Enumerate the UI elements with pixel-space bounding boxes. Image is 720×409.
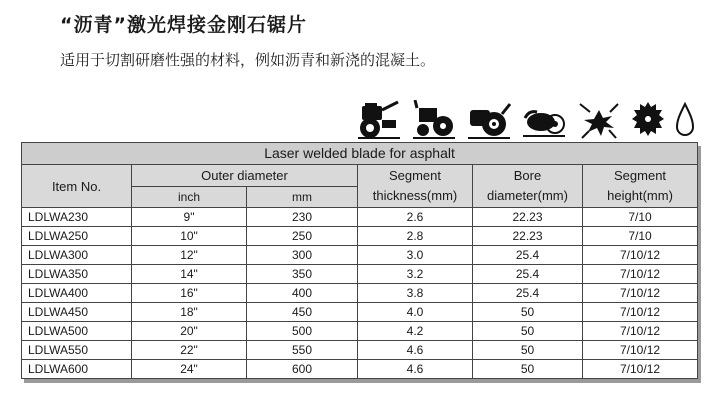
table-row	[22, 322, 698, 341]
cell-inch: 20"	[132, 322, 247, 341]
cell-item: LDLWA350	[22, 265, 132, 284]
cell-mm: 300	[247, 246, 358, 265]
cell-bore: 50	[473, 341, 583, 360]
cell-mm: 250	[247, 227, 358, 246]
cell-bore: 50	[473, 322, 583, 341]
cell-bore: 50	[473, 303, 583, 322]
cell-inch: 24"	[132, 360, 247, 379]
table-row	[22, 208, 698, 227]
cell-thickness: 4.6	[358, 341, 473, 360]
header-segment-thickness	[358, 165, 473, 208]
header-outer-diameter: Outer diameter	[132, 165, 358, 187]
header-bore-diameter	[473, 165, 583, 208]
cell-thickness: 3.8	[358, 284, 473, 303]
header-segment-thickness-line1: Segment	[388, 168, 442, 183]
cell-height: 7/10/12	[583, 303, 698, 322]
floor-saw-icon	[411, 100, 457, 140]
cell-mm: 500	[247, 322, 358, 341]
table-row	[22, 360, 698, 379]
table-row	[22, 246, 698, 265]
road-saw-icon	[466, 100, 512, 140]
header-inch: inch	[132, 187, 247, 208]
cell-inch: 22"	[132, 341, 247, 360]
cell-item: LDLWA500	[22, 322, 132, 341]
cell-height: 7/10/12	[583, 265, 698, 284]
cell-height: 7/10/12	[583, 341, 698, 360]
hand-cutter-icon	[521, 100, 567, 140]
water-drop-icon	[674, 100, 696, 140]
table-row	[22, 303, 698, 322]
table-row	[22, 265, 698, 284]
cell-mm: 550	[247, 341, 358, 360]
page-subtitle: 适用于切割研磨性强的材料，例如沥青和新浇的混凝土。	[60, 51, 436, 69]
header-segment-thickness-line2: thickness(mm)	[372, 188, 458, 203]
cell-item: LDLWA550	[22, 341, 132, 360]
cell-inch: 9"	[132, 208, 247, 227]
cell-bore: 22.23	[473, 208, 583, 227]
page-title: “沥青”激光焊接金刚石锯片	[60, 14, 307, 36]
cell-thickness: 4.6	[358, 360, 473, 379]
application-icons	[356, 96, 696, 140]
cell-item: LDLWA250	[22, 227, 132, 246]
cell-inch: 18"	[132, 303, 247, 322]
header-mm: mm	[247, 187, 358, 208]
walk-behind-saw-icon	[356, 100, 402, 140]
cell-item: LDLWA400	[22, 284, 132, 303]
cell-thickness: 3.2	[358, 265, 473, 284]
cell-thickness: 2.8	[358, 227, 473, 246]
header-bore-line2: diameter(mm)	[487, 188, 568, 203]
table-row	[22, 341, 698, 360]
cell-mm: 450	[247, 303, 358, 322]
cell-inch: 10"	[132, 227, 247, 246]
cell-mm: 600	[247, 360, 358, 379]
cell-bore: 25.4	[473, 246, 583, 265]
header-segment-height-line1: Segment	[614, 168, 667, 183]
cell-bore: 22.23	[473, 227, 583, 246]
cell-inch: 14"	[132, 265, 247, 284]
cell-height: 7/10/12	[583, 360, 698, 379]
cell-height: 7/10/12	[583, 284, 698, 303]
cell-item: LDLWA450	[22, 303, 132, 322]
cell-mm: 350	[247, 265, 358, 284]
cell-mm: 230	[247, 208, 358, 227]
header-bore-line1: Bore	[513, 168, 542, 183]
spec-table	[21, 142, 698, 379]
header-item-no: Item No.	[22, 165, 132, 208]
cell-height: 7/10	[583, 208, 698, 227]
cell-mm: 400	[247, 284, 358, 303]
header-segment-height-line2: height(mm)	[607, 188, 673, 203]
blade-icon	[631, 100, 665, 140]
cell-thickness: 4.0	[358, 303, 473, 322]
cell-height: 7/10	[583, 227, 698, 246]
sparks-icon	[576, 100, 622, 140]
header-segment-height	[583, 165, 698, 208]
cell-thickness: 2.6	[358, 208, 473, 227]
table-row	[22, 227, 698, 246]
cell-bore: 25.4	[473, 265, 583, 284]
cell-thickness: 4.2	[358, 322, 473, 341]
cell-inch: 12"	[132, 246, 247, 265]
table-row	[22, 284, 698, 303]
cell-thickness: 3.0	[358, 246, 473, 265]
cell-bore: 25.4	[473, 284, 583, 303]
cell-inch: 16"	[132, 284, 247, 303]
cell-item: LDLWA300	[22, 246, 132, 265]
cell-height: 7/10/12	[583, 246, 698, 265]
table-caption: Laser welded blade for asphalt	[22, 143, 698, 165]
cell-item: LDLWA600	[22, 360, 132, 379]
cell-item: LDLWA230	[22, 208, 132, 227]
cell-height: 7/10/12	[583, 322, 698, 341]
cell-bore: 50	[473, 360, 583, 379]
